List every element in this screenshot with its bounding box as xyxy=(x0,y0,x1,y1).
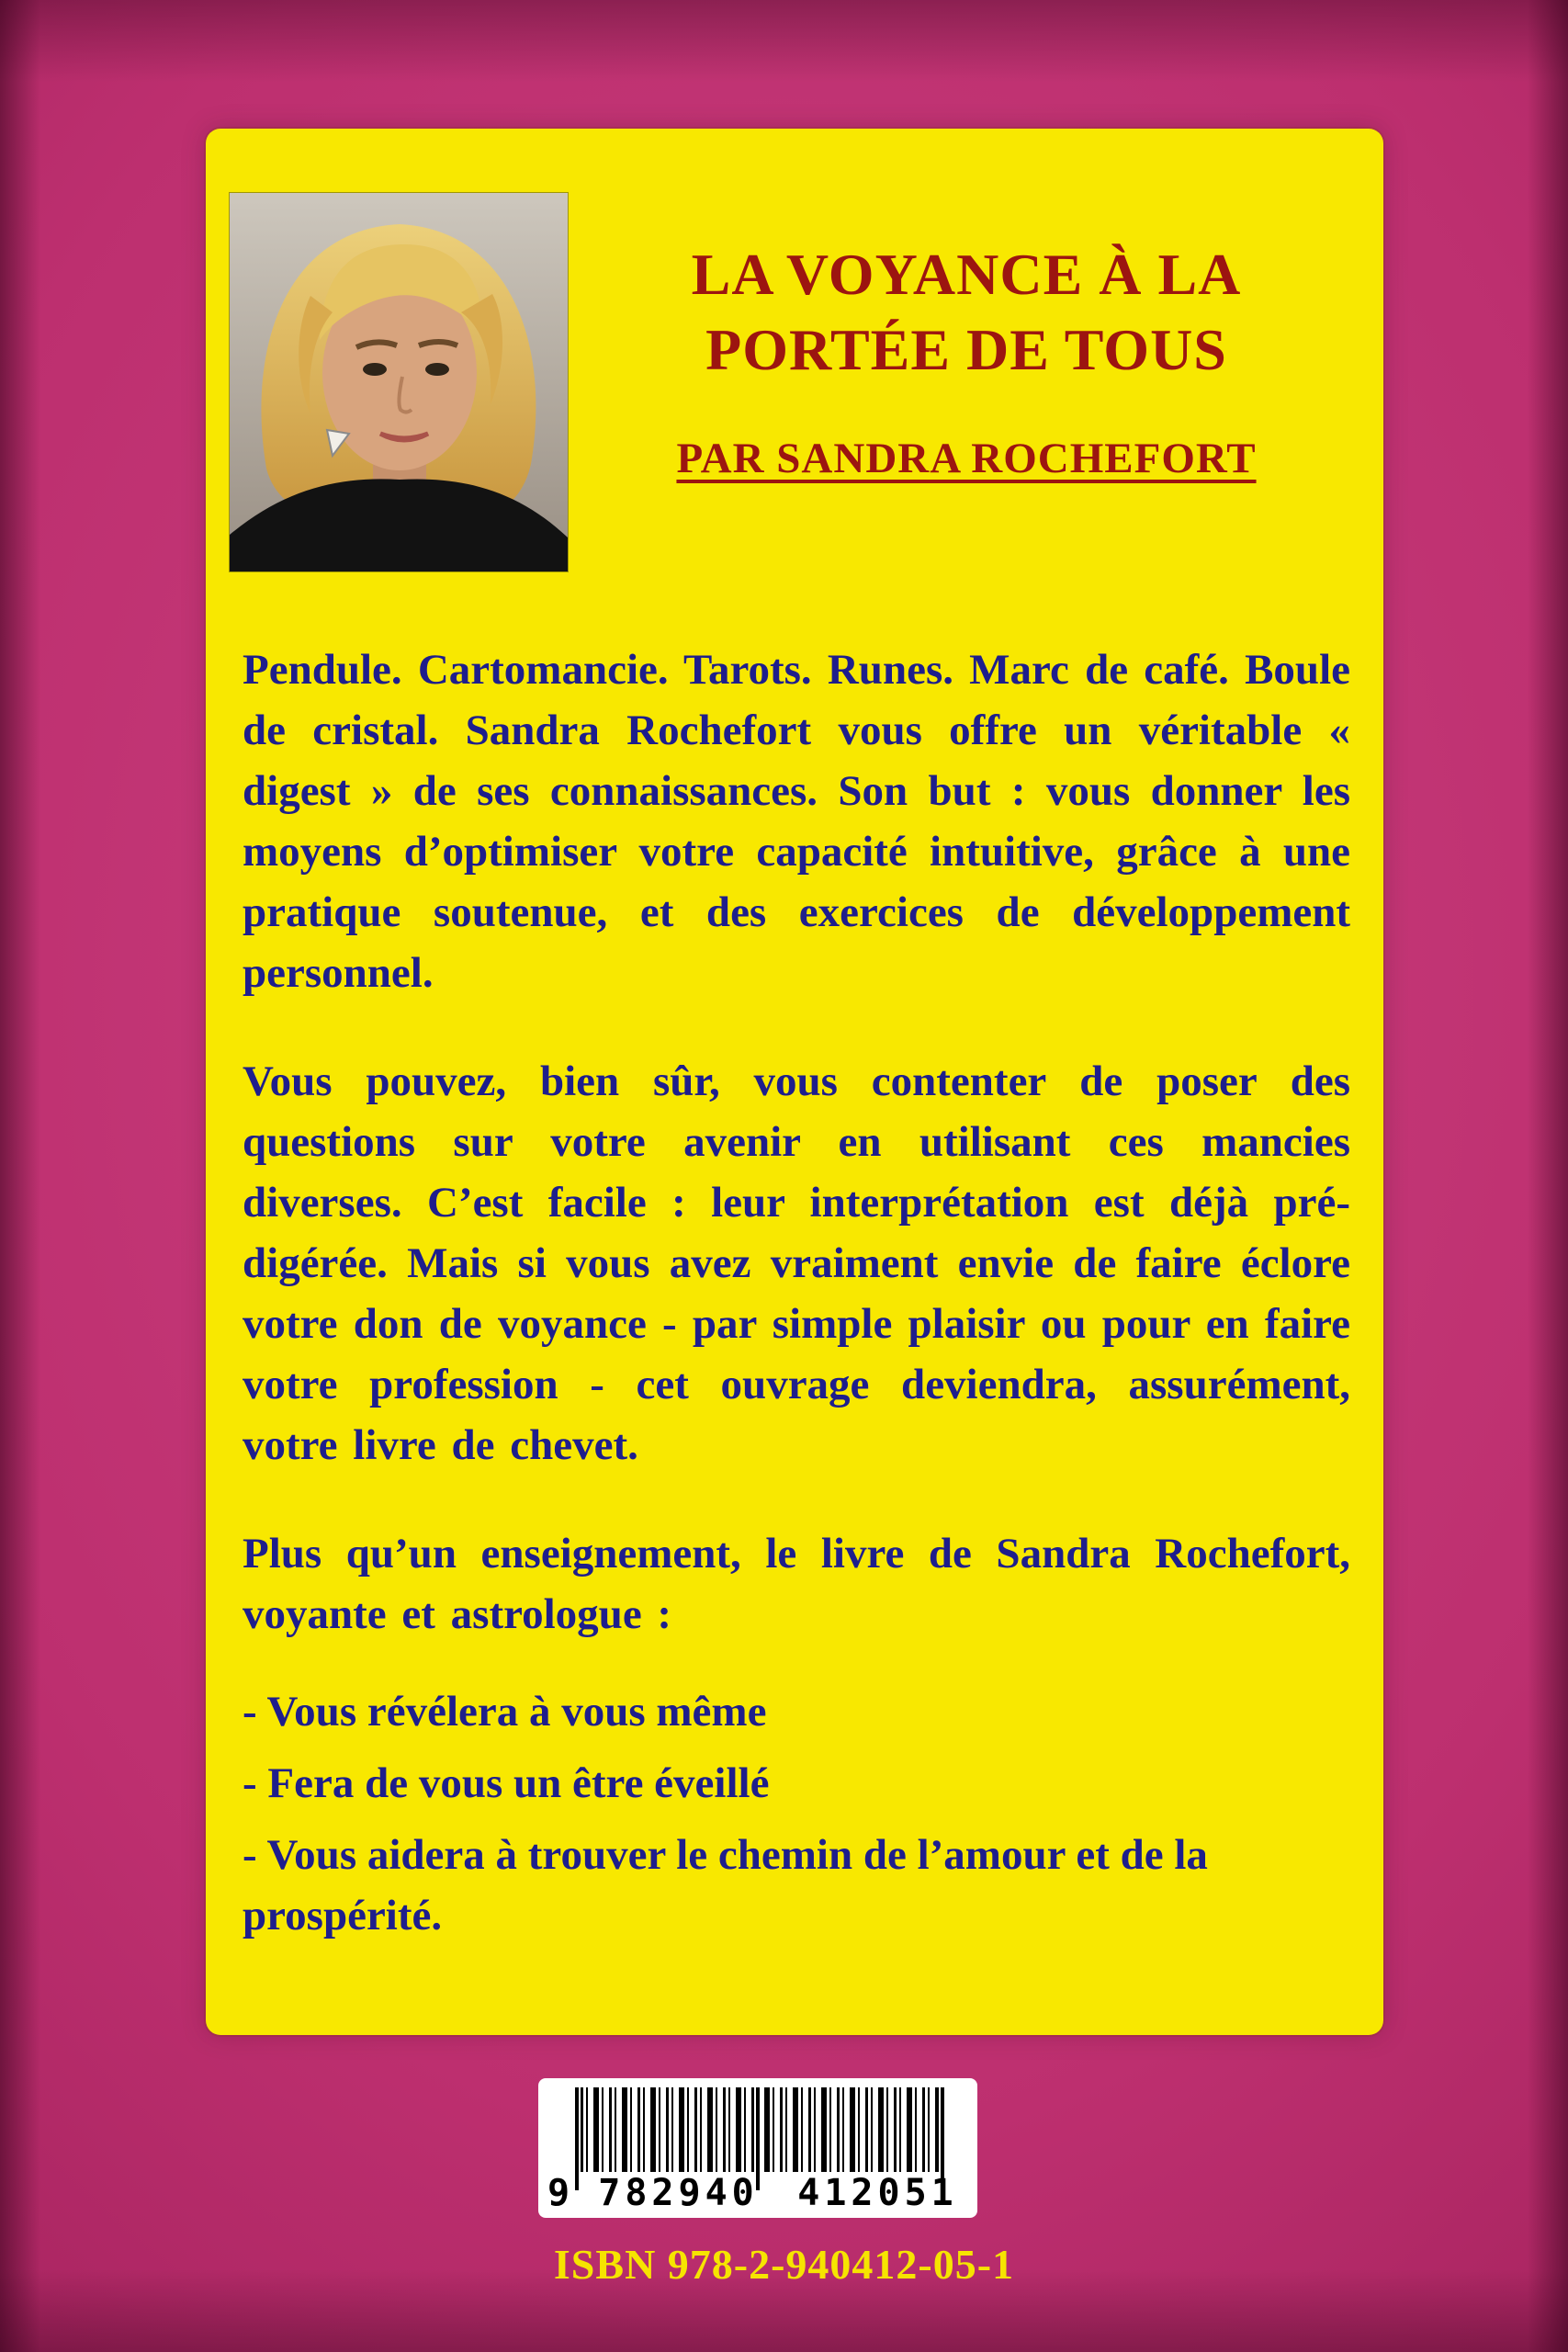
barcode-lead-digit: 9 xyxy=(547,2172,570,2214)
synopsis-paragraph-2: Vous pouvez, bien sûr, vous contenter de poser des questions sur votre avenir en utilisant ces mancies diverses. C’est facile : leur interprétation est déjà pré-digérée. Mais si vous avez vraiment envie de faire éclore votre don de voyance - par simple plaisir ou pour en faire votre profession - cet ouvrage deviendra, assurément, votre livre de chevet. xyxy=(243,1057,1350,1469)
author-byline: PAR SANDRA ROCHEFORT xyxy=(676,435,1257,482)
title-block xyxy=(573,237,1359,483)
author-portrait-illustration xyxy=(230,193,568,571)
author-photo xyxy=(230,193,568,571)
barcode-bars xyxy=(581,2087,939,2172)
bullet-item-3: - Vous aidera à trouver le chemin de l’amour et de la prospérité. xyxy=(243,1831,1208,1939)
barcode xyxy=(538,2078,977,2218)
synopsis-paragraph-3: Plus qu’un enseignement, le livre de Sandra Rochefort, voyante et astrologue : xyxy=(243,1530,1350,1638)
content-panel xyxy=(206,129,1383,2035)
synopsis-paragraph-1: Pendule. Cartomancie. Tarots. Runes. Marc de café. Boule de cristal. Sandra Rochefort vous offre un véritable « digest » de ses connaissances. Son but : vous donner les moyens d’optimiser votre capacité intuitive, grâce à une pratique soutenue, et des exercices de développement personnel. xyxy=(243,646,1350,997)
isbn-text: ISBN 978-2-940412-05-1 xyxy=(553,2241,1015,2288)
book-title-line2: PORTÉE DE TOUS xyxy=(705,317,1227,382)
book-title xyxy=(573,237,1359,388)
book-title-line1: LA VOYANCE À LA xyxy=(691,242,1242,307)
bullet-item-1: - Vous révélera à vous même xyxy=(243,1688,767,1736)
bullet-item-2: - Fera de vous un être éveillé xyxy=(243,1759,770,1807)
barcode-digits xyxy=(538,2172,977,2214)
synopsis-text xyxy=(243,639,1350,1957)
barcode-group-1: 782940 xyxy=(598,2172,759,2214)
barcode-group-2: 412051 xyxy=(797,2172,958,2214)
